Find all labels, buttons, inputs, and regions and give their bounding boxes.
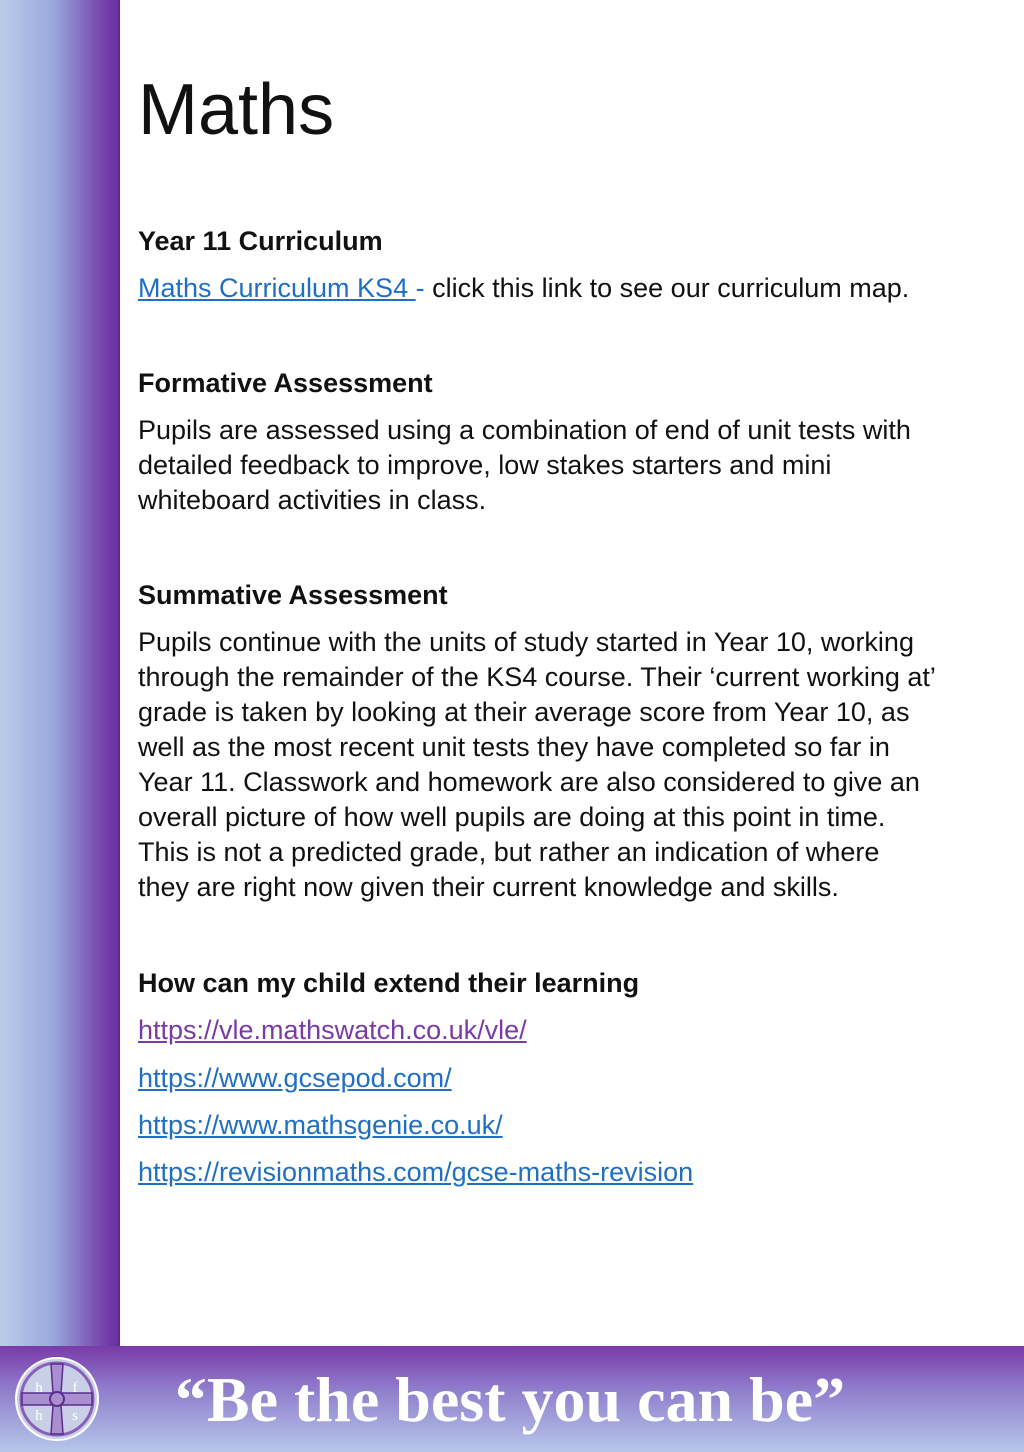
revisionmaths-link[interactable]: https://revisionmaths.com/gcse-maths-revision	[138, 1157, 694, 1187]
paragraph-line: Pupils continue with the units of study started in Year 10, working	[138, 627, 914, 657]
resource-link-row	[138, 1061, 452, 1095]
curriculum-line	[138, 271, 1008, 306]
paragraph-line: Pupils are assessed using a combination of end of unit tests with	[138, 415, 911, 445]
curriculum-description: click this link to see our curriculum map.	[424, 273, 910, 303]
paragraph-line: overall picture of how well pupils are doing at this point in time.	[138, 802, 886, 832]
logo-letter: h	[35, 1408, 43, 1424]
page-title: Maths	[138, 70, 335, 150]
curriculum-separator: -	[415, 273, 425, 303]
school-crest-logo	[14, 1356, 100, 1442]
paragraph-line: grade is taken by looking at their average score from Year 10, as	[138, 697, 910, 727]
logo-letter: s	[72, 1408, 78, 1424]
paragraph-line: detailed feedback to improve, low stakes starters and mini	[138, 450, 832, 480]
gcsepod-link[interactable]: https://www.gcsepod.com/	[138, 1063, 452, 1093]
extend-heading: How can my child extend their learning	[138, 968, 640, 998]
logo-letter: h	[35, 1380, 43, 1396]
formative-heading: Formative Assessment	[138, 368, 433, 398]
formative-paragraph	[138, 413, 1008, 518]
curriculum-heading: Year 11 Curriculum	[138, 226, 383, 256]
resource-link-row	[138, 1013, 527, 1047]
paragraph-line: whiteboard activities in class.	[138, 485, 487, 515]
decorative-side-bar	[0, 0, 120, 1346]
paragraph-line: Year 11. Classwork and homework are also considered to give an	[138, 767, 920, 797]
resource-link-row	[138, 1108, 503, 1142]
paragraph-line: through the remainder of the KS4 course. Their ‘current working at’	[138, 662, 936, 692]
mathswatch-link[interactable]: https://vle.mathswatch.co.uk/vle/	[138, 1015, 527, 1045]
curriculum-text	[138, 271, 1008, 306]
summative-heading: Summative Assessment	[138, 580, 448, 610]
summative-paragraph	[138, 625, 1008, 905]
paragraph-line: they are right now given their current knowledge and skills.	[138, 872, 839, 902]
curriculum-map-link[interactable]: Maths Curriculum KS4	[138, 273, 416, 303]
resource-link-row	[138, 1155, 693, 1189]
mathsgenie-link[interactable]: https://www.mathsgenie.co.uk/	[138, 1110, 503, 1140]
school-motto: “Be the best you can be”	[174, 1364, 846, 1435]
paragraph-line: This is not a predicted grade, but rather an indication of where	[138, 837, 880, 867]
logo-letter: f	[72, 1380, 78, 1396]
paragraph-line: well as the most recent unit tests they have completed so far in	[138, 732, 890, 762]
